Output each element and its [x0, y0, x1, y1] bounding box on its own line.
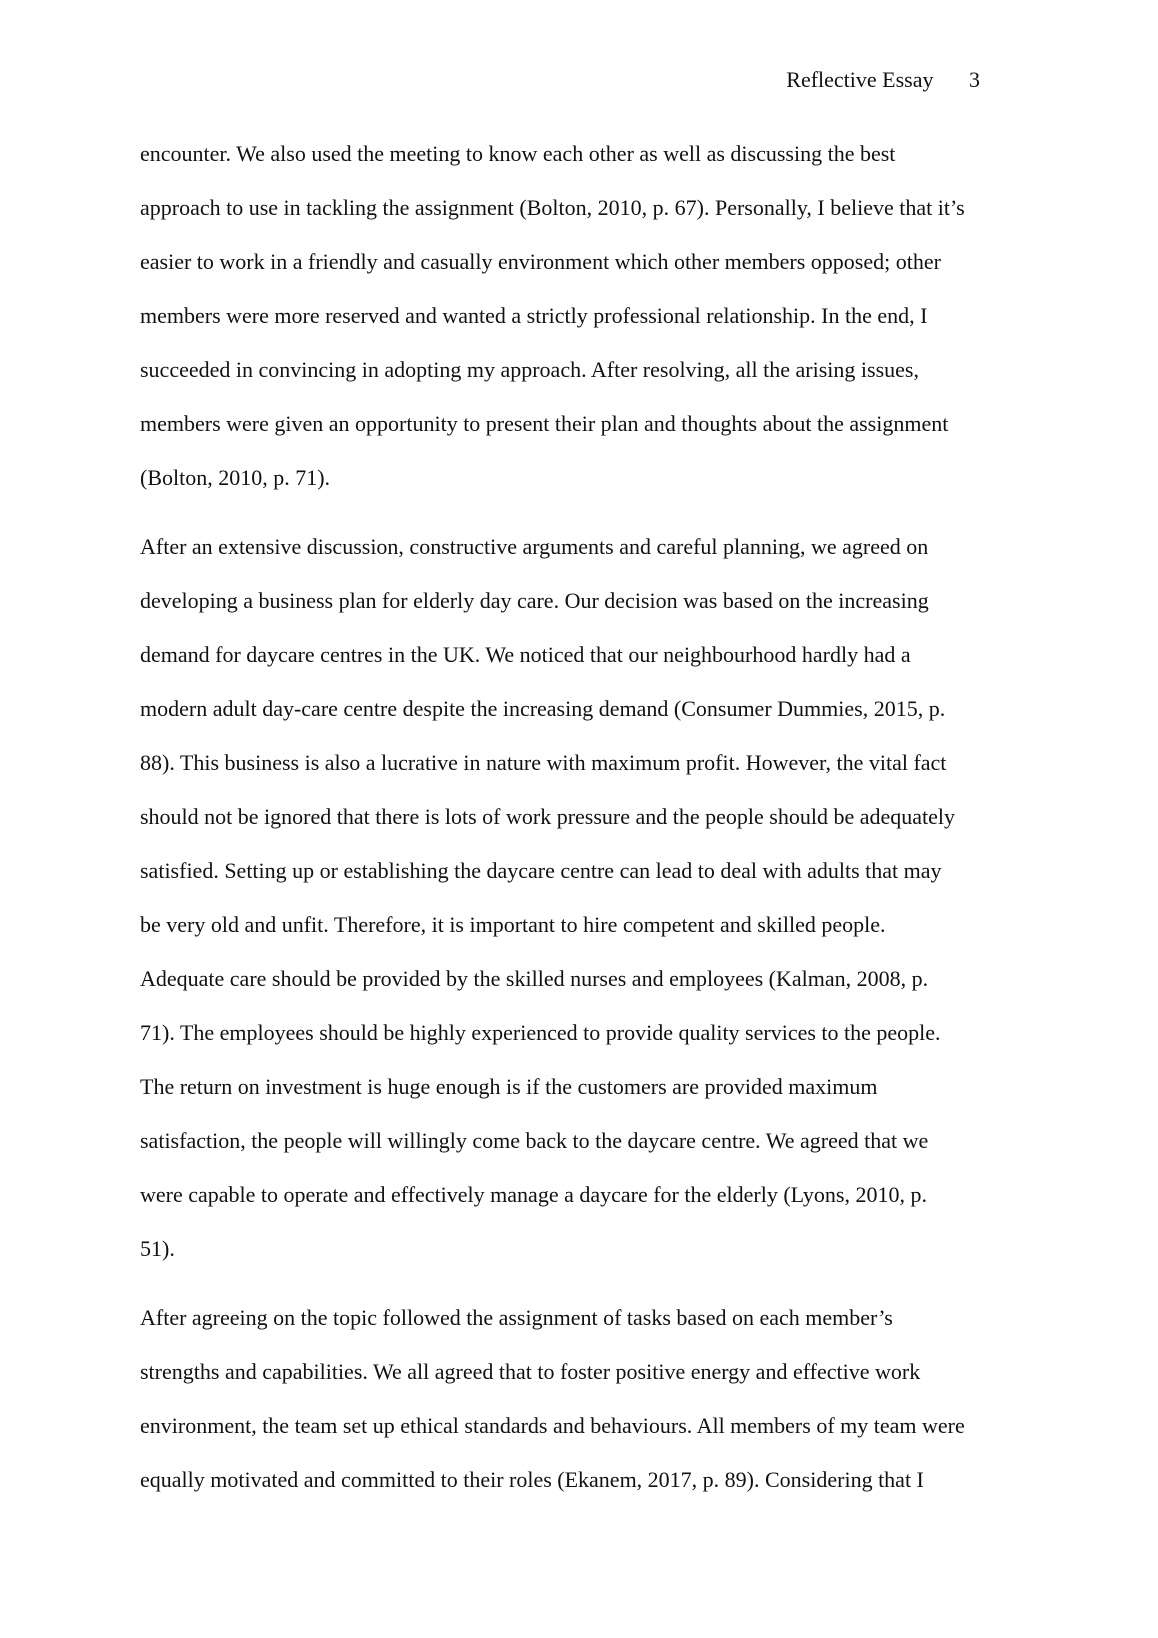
text-line: approach to use in tackling the assignment (Bolton, 2010, p. 67). Personally, I believe that it’s	[140, 195, 965, 220]
paragraph-1	[140, 127, 1020, 505]
text-line: After an extensive discussion, constructive arguments and careful planning, we agreed on	[140, 534, 929, 559]
text-line: easier to work in a friendly and casually environment which other members opposed; other	[140, 249, 941, 274]
text-line: succeeded in convincing in adopting my approach. After resolving, all the arising issues,	[140, 357, 919, 382]
text-line: strengths and capabilities. We all agreed that to foster positive energy and effective work	[140, 1359, 921, 1384]
document-body	[140, 127, 1020, 1507]
text-line: 88). This business is also a lucrative in nature with maximum profit. However, the vital fact	[140, 750, 947, 775]
text-line: satisfaction, the people will willingly come back to the daycare centre. We agreed that we	[140, 1128, 929, 1153]
text-line: satisfied. Setting up or establishing the daycare centre can lead to deal with adults that may	[140, 858, 942, 883]
paragraph-3	[140, 1291, 1020, 1507]
page-number: 3	[969, 67, 980, 92]
text-line: demand for daycare centres in the UK. We noticed that our neighbourhood hardly had a	[140, 642, 911, 667]
text-line: Adequate care should be provided by the skilled nurses and employees (Kalman, 2008, p.	[140, 966, 929, 991]
text-line: The return on investment is huge enough is if the customers are provided maximum	[140, 1074, 878, 1099]
text-line: (Bolton, 2010, p. 71).	[140, 465, 331, 490]
text-line: should not be ignored that there is lots of work pressure and the people should be adequately	[140, 804, 956, 829]
text-line: 71). The employees should be highly experienced to provide quality services to the people.	[140, 1020, 941, 1045]
text-line: encounter. We also used the meeting to know each other as well as discussing the best	[140, 141, 896, 166]
paragraph-2	[140, 520, 1020, 1276]
header-title: Reflective Essay	[786, 67, 934, 92]
text-line: equally motivated and committed to their roles (Ekanem, 2017, p. 89). Considering that I	[140, 1467, 924, 1492]
running-header	[786, 66, 980, 94]
paragraph-spacer	[140, 505, 1020, 520]
text-line: members were more reserved and wanted a strictly professional relationship. In the end, I	[140, 303, 928, 328]
text-line: were capable to operate and effectively manage a daycare for the elderly (Lyons, 2010, p.	[140, 1182, 927, 1207]
text-line: modern adult day-care centre despite the increasing demand (Consumer Dummies, 2015, p.	[140, 696, 946, 721]
text-line: After agreeing on the topic followed the assignment of tasks based on each member’s	[140, 1305, 893, 1330]
text-line: developing a business plan for elderly day care. Our decision was based on the increasing	[140, 588, 929, 613]
text-line: 51).	[140, 1236, 175, 1261]
text-line: be very old and unfit. Therefore, it is important to hire competent and skilled people.	[140, 912, 886, 937]
text-line: environment, the team set up ethical standards and behaviours. All members of my team were	[140, 1413, 965, 1438]
text-line: members were given an opportunity to present their plan and thoughts about the assignment	[140, 411, 949, 436]
paragraph-spacer	[140, 1276, 1020, 1291]
